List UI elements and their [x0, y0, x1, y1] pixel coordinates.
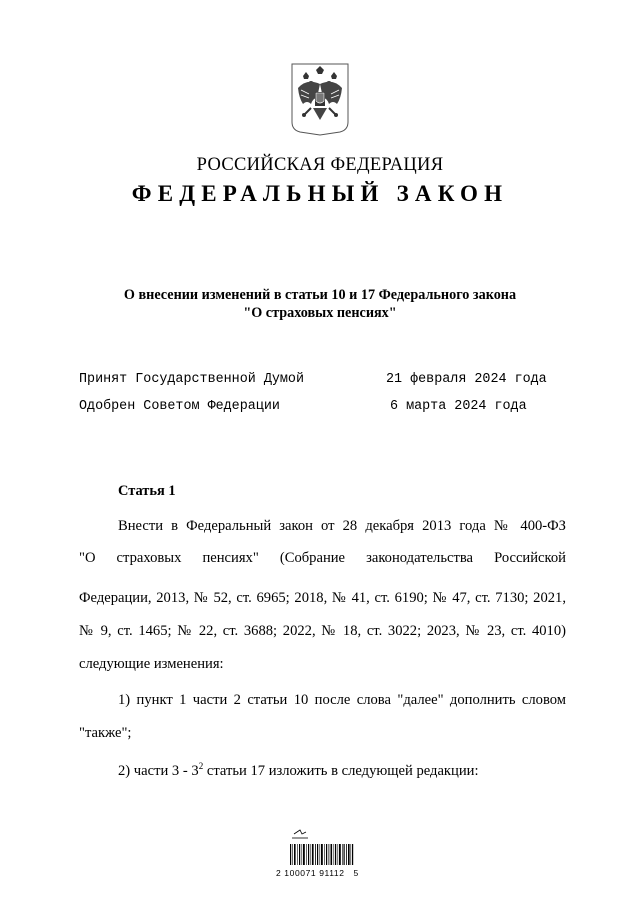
amendment-item-2-before: 2) части 3 - 3 — [118, 762, 199, 779]
article-paragraph-line: № 9, ст. 1465; № 22, ст. 3688; 2022, № 18, ст. 3022; 2023, № 23, ст. 4010) — [79, 623, 566, 639]
law-type-heading: ФЕДЕРАЛЬНЫЙ ЗАКОН — [131, 181, 509, 206]
law-title-line-2: "О страховых пенсиях" — [243, 305, 397, 321]
amendment-item-2-after: статьи 17 изложить в следующей редакции: — [203, 762, 479, 779]
barcode-number: 2 100071 91112 5 — [276, 868, 359, 878]
duma-adoption-label: Принят Государственной Думой — [79, 372, 304, 387]
council-approval-label: Одобрен Советом Федерации — [79, 399, 280, 414]
amendment-item-1: 1) пункт 1 части 2 статьи 10 после слова "далее" дополнить словом — [118, 692, 566, 708]
article-paragraph-line: Федерации, 2013, № 52, ст. 6965; 2018, № 41, ст. 6190; № 47, ст. 7130; 2021, — [79, 590, 566, 606]
amendment-item-2 — [118, 761, 479, 780]
article-paragraph-line: следующие изменения: — [79, 656, 224, 672]
amendment-item-2-sup: 2 — [198, 761, 204, 771]
duma-adoption-date: 21 февраля 2024 года — [386, 372, 547, 387]
article-heading: Статья 1 — [118, 483, 176, 499]
article-paragraph-line: "О страховых пенсиях" (Собрание законодательства Российской — [79, 550, 566, 566]
article-paragraph-line: Внести в Федеральный закон от 28 декабря 2013 года № 400-ФЗ — [118, 518, 566, 534]
council-approval-date: 6 марта 2024 года — [390, 399, 527, 414]
amendment-item-1-cont: "также"; — [79, 725, 132, 741]
russian-coat-of-arms-icon — [289, 62, 351, 136]
law-title-line-1: О внесении изменений в статьи 10 и 17 Федерального закона — [123, 287, 517, 303]
country-name: РОССИЙСКАЯ ФЕДЕРАЦИЯ — [196, 155, 444, 175]
law-title — [0, 286, 640, 322]
